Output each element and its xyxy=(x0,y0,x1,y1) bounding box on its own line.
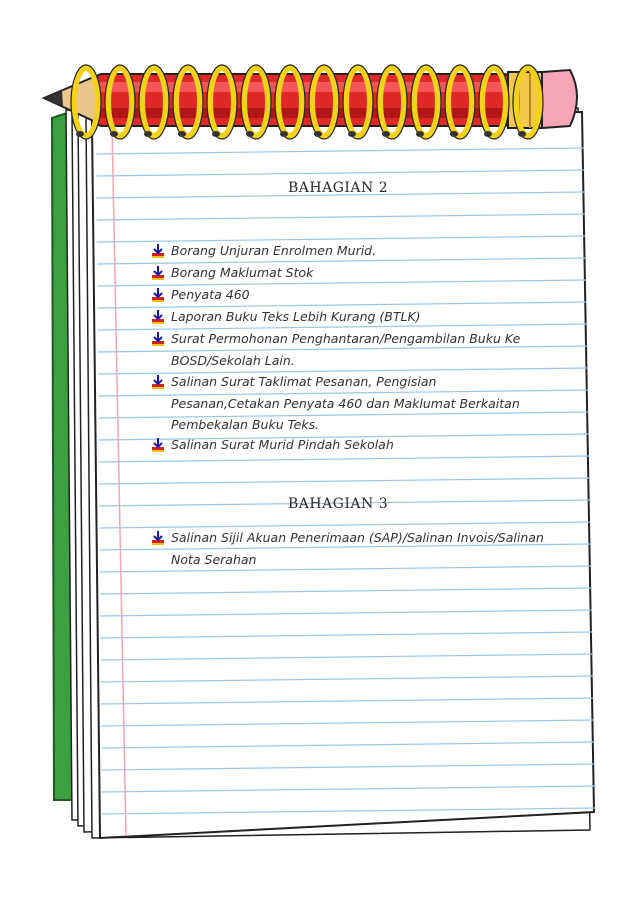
list-item xyxy=(152,527,552,570)
list-item xyxy=(152,371,537,436)
section-heading-bahagian-3: BAHAGIAN 3 xyxy=(288,496,389,512)
list-item-text: Salinan Surat Murid Pindah Sekolah xyxy=(171,437,394,452)
arrow-down-bullet-icon xyxy=(152,531,164,545)
arrow-down-bullet-icon xyxy=(152,375,164,389)
list-item xyxy=(152,240,552,262)
arrow-down-bullet-icon xyxy=(152,310,164,324)
list-item-text: Penyata 460 xyxy=(171,287,250,302)
list-item xyxy=(152,284,552,306)
list-item xyxy=(152,306,552,328)
list-item-text: Borang Unjuran Enrolmen Murid. xyxy=(171,243,377,258)
list-item-text: Surat Permohonan Penghantaran/Pengambilan Buku Ke BOSD/Sekolah Lain. xyxy=(171,331,521,368)
list-item-text: Borang Maklumat Stok xyxy=(171,265,314,280)
arrow-down-bullet-icon xyxy=(152,244,164,258)
section-heading-bahagian-2: BAHAGIAN 2 xyxy=(288,180,389,196)
list-item-text: Laporan Buku Teks Lebih Kurang (BTLK) xyxy=(171,309,421,324)
arrow-down-bullet-icon xyxy=(152,266,164,280)
list-item-text: Salinan Surat Taklimat Pesanan, Pengisian Pesanan,Cetakan Penyata 460 dan Maklumat Berkaitan Pembekalan Buku Teks. xyxy=(171,374,520,432)
list-item xyxy=(152,434,552,456)
arrow-down-bullet-icon xyxy=(152,288,164,302)
list-item xyxy=(152,328,522,371)
list-item-text: Salinan Sijil Akuan Penerimaan (SAP)/Salinan Invois/Salinan Nota Serahan xyxy=(171,530,544,567)
arrow-down-bullet-icon xyxy=(152,332,164,346)
list-item xyxy=(152,262,552,284)
arrow-down-bullet-icon xyxy=(152,438,164,452)
